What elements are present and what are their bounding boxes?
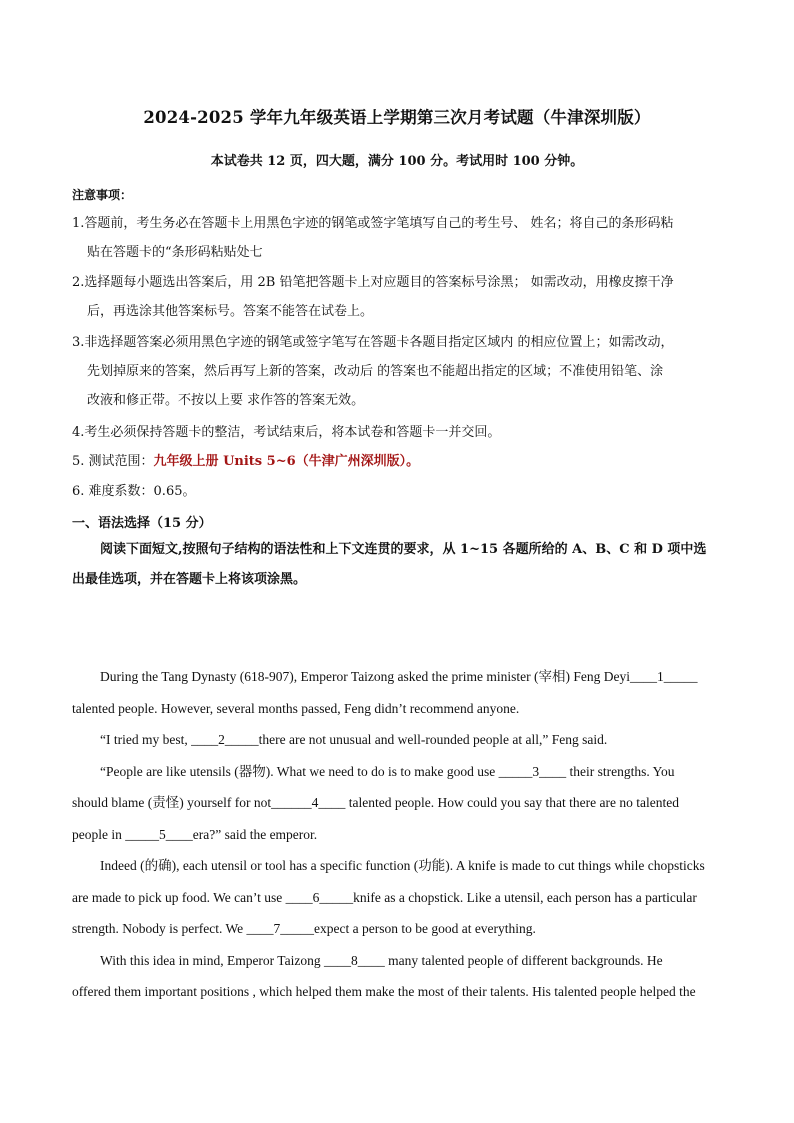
passage-line: people in _____5____era?” said the emperor. [72,826,318,842]
passage-line: During the Tang Dynasty (618-907), Emperor Taizong asked the prime minister (宰相) Feng Deyi____1_____ [100,669,698,684]
passage-line: “I tried my best, ____2_____there are not unusual and well-rounded people at all,” Feng said. [100,732,608,747]
notice-item-4: 4.考生必须保持答题卡的整洁，考试结束后，将本试卷和答题卡一并交回。 [72,425,501,440]
notice-item-6-difficulty: 6. 难度系数：0.65。 [72,484,196,499]
passage-line: should blame (责怪) yourself for not______4____ talented people. How could you say that there are no talented [72,795,679,810]
reading-passage [72,661,724,1008]
notice-item-2: 2.选择题每小题选出答案后，用 2B 铅笔把答题卡上对应题目的答案标号涂黑； 如需改动，用橡皮擦干净 后，再选涂其他答案标号。答案不能答在试卷上。 [72,275,674,319]
notice-heading: 注意事项： [72,188,133,202]
passage-line: offered them important positions , which helped them make the most of their talents. His talented people helped the [72,984,696,999]
section-1-heading: 一、语法选择（15 分） [72,516,212,531]
passage-line: Indeed (的确), each utensil or tool has a specific function (功能). A knife is made to cut things while chopsticks [100,858,705,873]
notice-item-3: 3.非选择题答案必须用黑色字迹的钢笔或签字笔写在答题卡各题目指定区域内 的相应位置上；如需改动， 先划掉原来的答案，然后再写上新的答案，改动后 的答案也不能超出指定的区域；不准使用铅笔、涂 改液和修正带。不按以上要 求作答的答案无效。 [72,335,674,408]
notice-item-5-scope: 5. 测试范围：九年级上册 Units 5~6（牛津广州深圳版）。 [72,454,420,469]
test-scope-value: 九年级上册 Units 5~6（牛津广州深圳版）。 [153,454,420,469]
notice-item-1: 1.答题前，考生务必在答题卡上用黑色字迹的钢笔或签字笔填写自己的考生号、 姓名；将自己的条形码粘 贴在答题卡的“条形码粘贴处七 [72,216,674,260]
page-title: 2024-2025 学年九年级英语上学期第三次月考试题（牛津深圳版） [143,108,651,127]
exam-subtitle: 本试卷共 12 页，四大题，满分 100 分。考试用时 100 分钟。 [210,154,584,169]
passage-line: With this idea in mind, Emperor Taizong ____8____ many talented people of different backgrounds. He [100,952,663,968]
passage-line: strength. Nobody is perfect. We ____7_____expect a person to be good at everything. [72,921,536,936]
passage-line: are made to pick up food. We can’t use ____6_____knife as a chopstick. Like a utensil, each person has a particular [72,889,697,905]
passage-line: talented people. However, several months passed, Feng didn’t recommend anyone. [72,700,520,716]
passage-line: “People are like utensils (器物). What we need to do is to make good use _____3____ their strengths. You [100,763,675,779]
section-1-instruction: 阅读下面短文,按照句子结构的语法性和上下文连贯的要求，从 1~15 各题所给的 A、B、C 和 D 项中选 出最佳选项，并在答题卡上将该项涂黑。 [72,542,707,587]
